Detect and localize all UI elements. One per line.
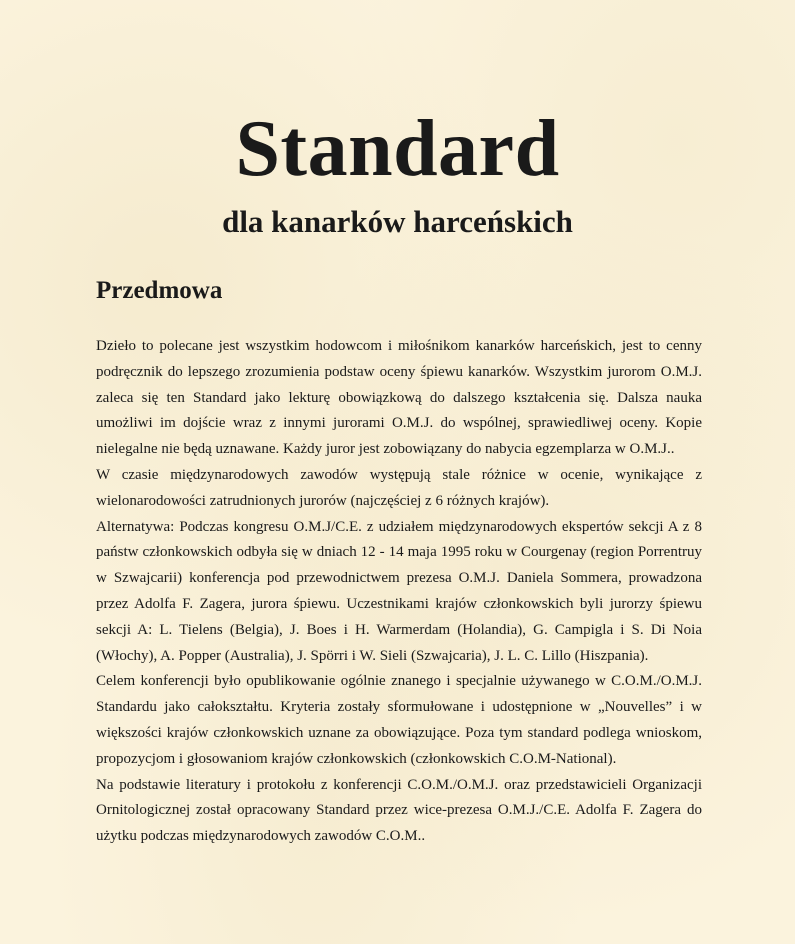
- section-heading-preface: Przedmowa: [96, 277, 223, 304]
- paragraph-4: Celem konferencji było opublikowanie ogólnie znanego i specjalnie używanego w C.O.M./O.M.J. Standardu jako całokształtu. Kryteria zostały sformułowane i udostępnione w „Nouvelles” i w większości krajów członkowskich uznane za obowiązujące. Poza tym standard podlega wnioskom, propozycjom i głosowaniom krajów członkowskich (członkowskich C.O.M-National).: [96, 673, 702, 767]
- document-subtitle: dla kanarków harceńskich: [222, 204, 573, 239]
- document-title: Standard: [235, 105, 560, 193]
- preface-body: [96, 334, 702, 850]
- paragraph-1: Dzieło to polecane jest wszystkim hodowcom i miłośnikom kanarków harceńskich, jest to cenny podręcznik do lepszego zrozumienia podstaw oceny śpiewu kanarków. Wszystkim jurorom O.M.J. zaleca się ten Standard jako lekturę obowiązkową do dalszego kształcenia się. Dalsza nauka umożliwi im dojście wraz z innymi jurorami O.M.J. do wspólnej, sprawiedliwej oceny. Kopie nielegalne nie będą uznawane. Każdy juror jest zobowiązany do nabycia egzemplarza w O.M.J..: [96, 338, 702, 458]
- paragraph-3: Alternatywa: Podczas kongresu O.M.J/C.E. z udziałem międzynarodowych ekspertów sekcji A z 8 państw członkowskich odbyła się w dniach 12 - 14 maja 1995 roku w Courgenay (region Porrentruy w Szwajcarii) konferencja pod przewodnictwem prezesa O.M.J. Daniela Sommera, prowadzona przez Adolfa F. Zagera, jurora śpiewu. Uczestnikami krajów członkowskich byli jurorzy śpiewu sekcji A: L. Tielens (Belgia), J. Boes i H. Warmerdam (Holandia), G. Campigla i S. Di Noia (Włochy), A. Popper (Australia), J. Spörri i W. Sieli (Szwajcaria), J. L. C. Lillo (Hiszpania).: [96, 518, 702, 664]
- paragraph-5: Na podstawie literatury i protokołu z konferencji C.O.M./O.M.J. oraz przedstawicieli Organizacji Ornitologicznej został opracowany Standard przez wice-prezesa O.M.J./C.E. Adolfa F. Zagera do użytku podczas międzynarodowych zawodów C.O.M..: [96, 776, 702, 845]
- paragraph-2: W czasie międzynarodowych zawodów występują stale różnice w ocenie, wynikające z wielonarodowości zatrudnionych jurorów (najczęściej z 6 różnych krajów).: [96, 466, 702, 509]
